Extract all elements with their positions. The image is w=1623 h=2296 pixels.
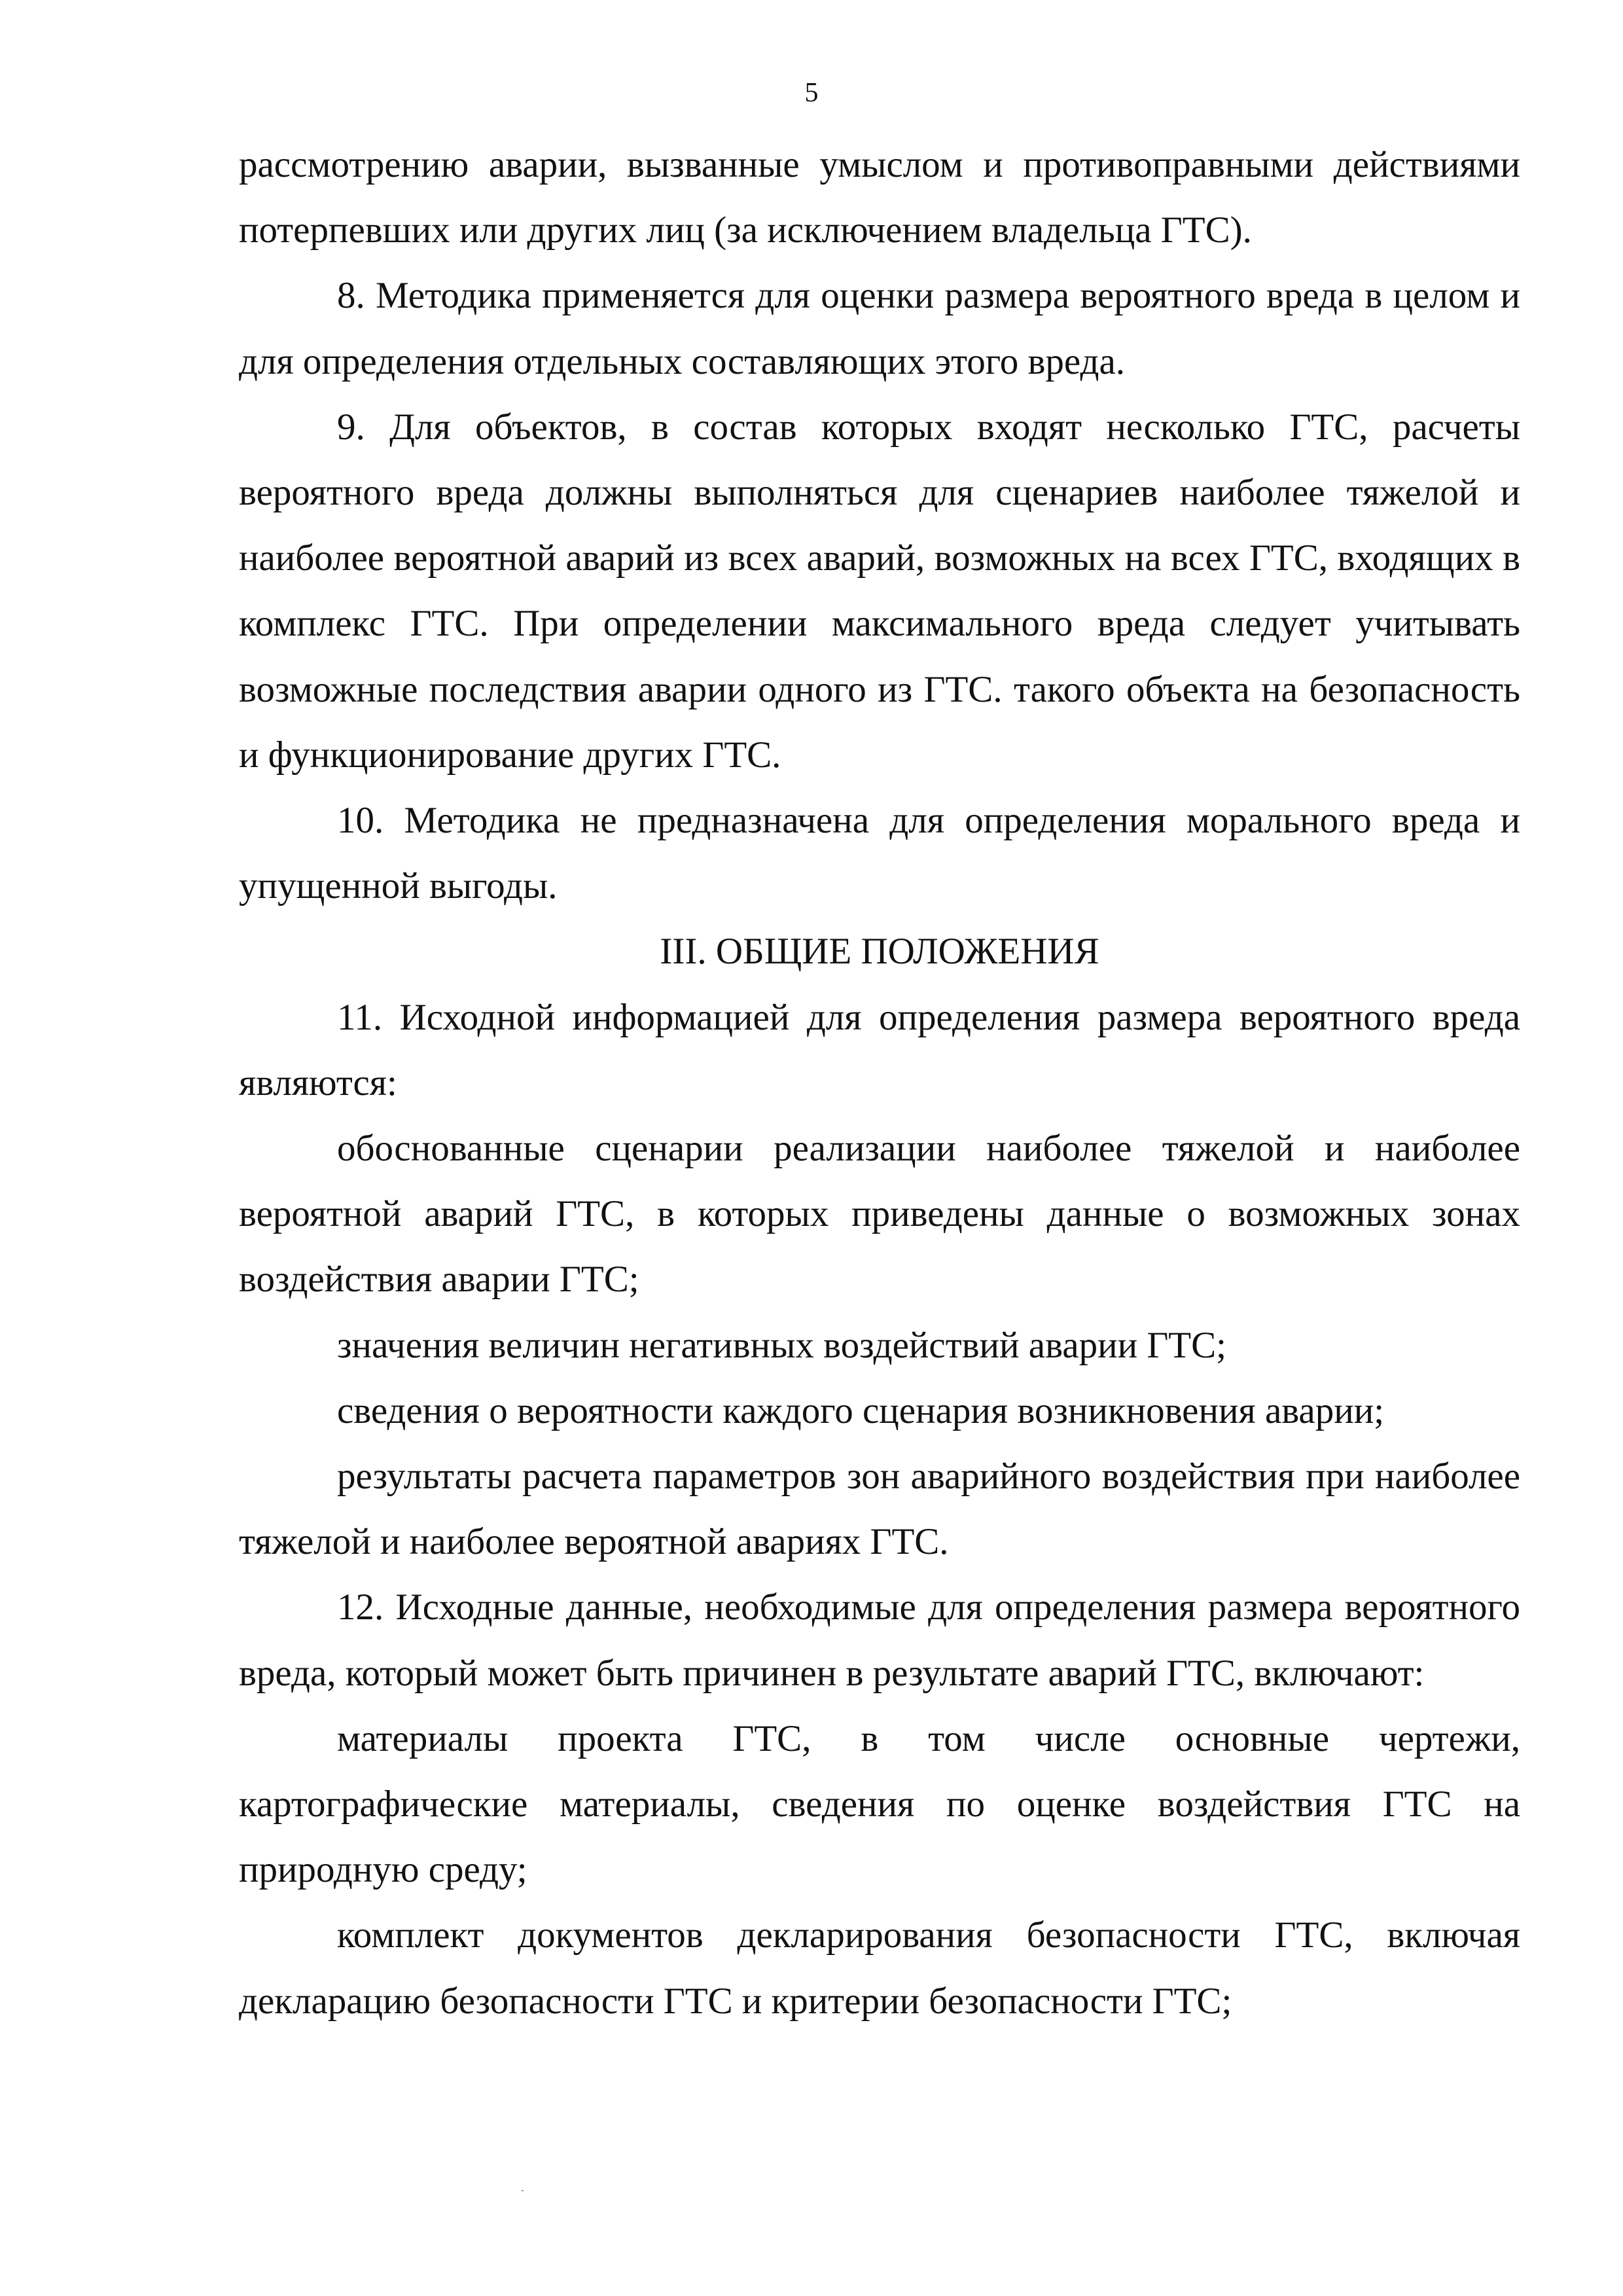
scan-artifact-dot [522,2190,524,2191]
paragraph-12: 12. Исходные данные, необходимые для определения размера вероятного вреда, который может быть причинен в результате аварий ГТС, включают: [239,1587,1520,1694]
page-number: 5 [804,78,819,108]
section-heading: III. ОБЩИЕ ПОЛОЖЕНИЯ [660,931,1099,973]
paragraph-11-item-1: обоснованные сценарии реализации наиболее тяжелой и наиболее вероятной аварий ГТС, в которых приведены данные о возможных зонах воздействия аварии ГТС; [239,1128,1520,1300]
paragraph-11: 11. Исходной информацией для определения размера вероятного вреда являются: [239,996,1520,1103]
continuation-paragraph: рассмотрению аварии, вызванные умыслом и противоправными действиями потерпевших или других лиц (за исключением владельца ГТС). [239,144,1520,251]
paragraph-11-item-2: значения величин негативных воздействий аварии ГТС; [337,1324,1226,1366]
paragraph-11-item-3: сведения о вероятности каждого сценария возникновения аварии; [337,1390,1385,1431]
paragraph-12-item-1: материалы проекта ГТС, в том числе основные чертежи, картографические материалы, сведения по оценке воздействия ГТС на природную среду; [239,1717,1520,1891]
paragraph-11-item-4: результаты расчета параметров зон аварийного воздействия при наиболее тяжелой и наиболее вероятной авариях ГТС. [239,1456,1520,1563]
paragraph-9: 9. Для объектов, в состав которых входят несколько ГТС, расчеты вероятного вреда должны выполняться для сценариев наиболее тяжелой и наиболее вероятной аварий из всех аварий, возможных на всех ГТС, входящих в комплекс ГТС. При определении максимального вреда следует учитывать возможные последствия аварии одного из ГТС. такого объекта на безопасность и функционирование других ГТС. [239,406,1520,776]
paragraph-8: 8. Методика применяется для оценки размера вероятного вреда в целом и для определения отдельных составляющих этого вреда. [239,275,1520,382]
paragraph-12-item-2: комплект документов декларирования безопасности ГТС, включая декларацию безопасности ГТС и критерии безопасности ГТС; [239,1914,1520,2022]
document-body [239,132,1520,2034]
paragraph-10: 10. Методика не предназначена для определения морального вреда и упущенной выгоды. [239,800,1520,907]
